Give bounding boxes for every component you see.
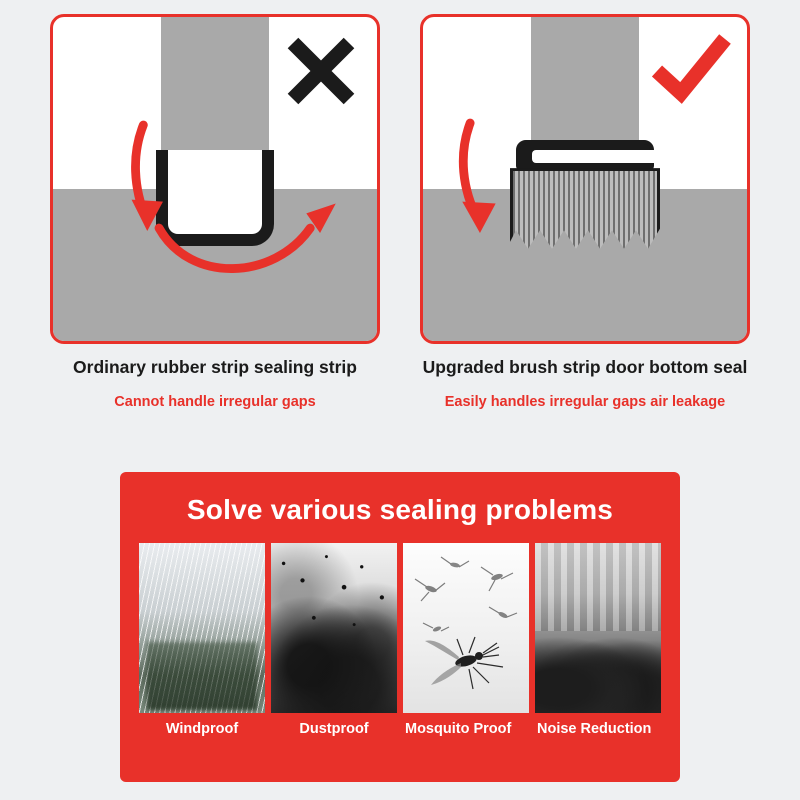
rubber-strip-shape bbox=[156, 150, 274, 246]
brush-strip-shape bbox=[510, 140, 660, 252]
ordinary-strip-illustration bbox=[50, 14, 380, 344]
feature-label: Noise Reduction bbox=[537, 721, 652, 737]
feature-label: Dustproof bbox=[299, 721, 369, 737]
rainy-window-photo bbox=[139, 543, 265, 713]
mosquito-thumbnail bbox=[403, 543, 529, 713]
feature-label: Windproof bbox=[165, 721, 239, 737]
feature-item-dustproof bbox=[271, 543, 397, 738]
sealing-problems-banner bbox=[120, 472, 680, 782]
brush-strip-illustration bbox=[420, 14, 750, 344]
windproof-thumbnail bbox=[139, 543, 265, 713]
feature-item-noise-reduction bbox=[535, 543, 661, 738]
comparison-item-upgraded bbox=[415, 14, 755, 412]
comparison-item-ordinary bbox=[45, 14, 385, 412]
busy-street-photo bbox=[535, 543, 661, 713]
brush-bristles bbox=[510, 168, 660, 252]
comparison-note: Easily handles irregular gaps air leakage bbox=[444, 393, 726, 410]
brush-mount-bar bbox=[516, 140, 654, 170]
feature-item-mosquito-proof bbox=[403, 543, 529, 738]
brush-mount-inner bbox=[532, 150, 658, 163]
comparison-caption: Upgraded brush strip door bottom seal bbox=[422, 357, 748, 377]
comparison-note: Cannot handle irregular gaps bbox=[114, 393, 316, 410]
check-mark-icon bbox=[651, 31, 731, 111]
mosquito-icon bbox=[403, 543, 529, 713]
feature-item-windproof bbox=[139, 543, 265, 738]
noise-reduction-thumbnail bbox=[535, 543, 661, 713]
dustproof-thumbnail bbox=[271, 543, 397, 713]
dust-cloud-photo bbox=[271, 543, 397, 713]
banner-title: Solve various sealing problems bbox=[186, 494, 614, 525]
feature-list bbox=[120, 543, 680, 738]
feature-label: Mosquito Proof bbox=[405, 721, 512, 737]
cross-mark-icon bbox=[281, 31, 361, 111]
comparison-caption: Ordinary rubber strip sealing strip bbox=[73, 357, 357, 377]
